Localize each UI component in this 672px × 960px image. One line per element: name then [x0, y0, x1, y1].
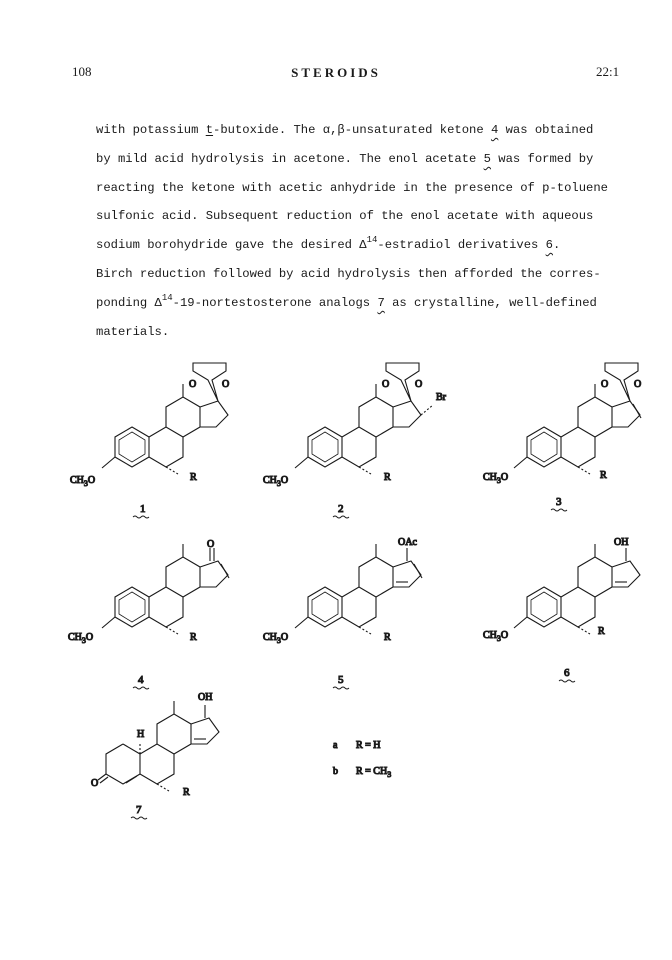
compound-number: 4 [138, 674, 144, 686]
methoxy-label: $CH_3O$ [483, 472, 509, 485]
r-label: R [183, 787, 190, 798]
ketal-oxygen: O [634, 379, 642, 390]
text-line: ponding $\Delta^{14}-19$-nortestosterone analogs 7 as crystalline, well-defined [96, 292, 597, 310]
compound-number: 5 [338, 674, 344, 686]
methoxy-label: $CH_3O$ [263, 632, 289, 645]
legend-text-b: $R = CH_3$ [356, 766, 392, 779]
text-line: materials. [96, 324, 170, 339]
ketal-oxygen: O [601, 379, 609, 390]
legend-letter-a: a [333, 740, 338, 751]
hydroxyl-label: OH [198, 692, 213, 703]
r-label: R [600, 470, 607, 481]
ketal-oxygen: O [222, 379, 230, 390]
ketone-oxygen: O [91, 778, 99, 789]
structure-1 [102, 363, 228, 474]
structure-7 [98, 701, 219, 791]
ketal-oxygen: O [382, 379, 390, 390]
compound-ref: 4 [490, 123, 499, 137]
ketone-oxygen: O [207, 539, 215, 550]
r-label: R [384, 472, 391, 483]
text-line: sodium borohydride gave the desired $\Delta^{14}$-estradiol derivatives 6. [96, 235, 561, 253]
ketal-oxygen: O [189, 379, 197, 390]
r-label: R [190, 632, 197, 643]
text-line: with potassium t-butoxide. The α,β-unsaturated ketone 4 was obtained [96, 123, 594, 137]
compound-ref: 6 [545, 238, 553, 253]
compound-number: 2 [338, 503, 344, 515]
compound-number: 6 [564, 667, 570, 679]
text-line: sulfonic acid. Subsequent reduction of the enol acetate with aqueous [96, 209, 594, 224]
r-label: R [598, 626, 605, 637]
hydroxyl-label: OH [614, 537, 629, 548]
compound-number: 1 [140, 503, 146, 515]
compound-ref: 7 [377, 295, 385, 310]
legend-letter-b: b [333, 766, 338, 777]
issue-number: 22:1 [596, 64, 620, 79]
h-label: H [137, 729, 145, 740]
methoxy-label: $CH_3O$ [68, 632, 94, 645]
compound-ref: 5 [483, 151, 491, 166]
r-label: R [190, 472, 197, 483]
compound-number-underlines [131, 509, 575, 819]
structure-4 [102, 544, 229, 634]
page-number: 108 [72, 64, 92, 79]
text-line: reacting the ketone with acetic anhydride in the presence of p-toluene [96, 180, 608, 195]
methoxy-label: $CH_3O$ [483, 630, 509, 643]
structure-3 [514, 363, 641, 474]
structure-2 [295, 363, 433, 474]
methoxy-label: $CH_3O$ [263, 475, 289, 488]
methoxy-label: $CH_3O$ [70, 475, 96, 488]
text-line: by mild acid hydrolysis in acetone. The enol acetate 5 was formed by [96, 151, 594, 166]
journal-title: STEROIDS [291, 65, 381, 80]
compound-number: 7 [136, 804, 142, 816]
legend-text-a: R = H [356, 740, 381, 751]
r-label: R [384, 632, 391, 643]
compound-number: 3 [556, 496, 562, 508]
enol-acetate-label: OAc [398, 537, 417, 548]
text-line: Birch reduction followed by acid hydrolysis then afforded the corres- [96, 266, 601, 281]
bromo-label: Br [436, 392, 446, 403]
structure-5 [295, 544, 422, 634]
ketal-oxygen: O [415, 379, 423, 390]
structure-6 [514, 544, 640, 634]
